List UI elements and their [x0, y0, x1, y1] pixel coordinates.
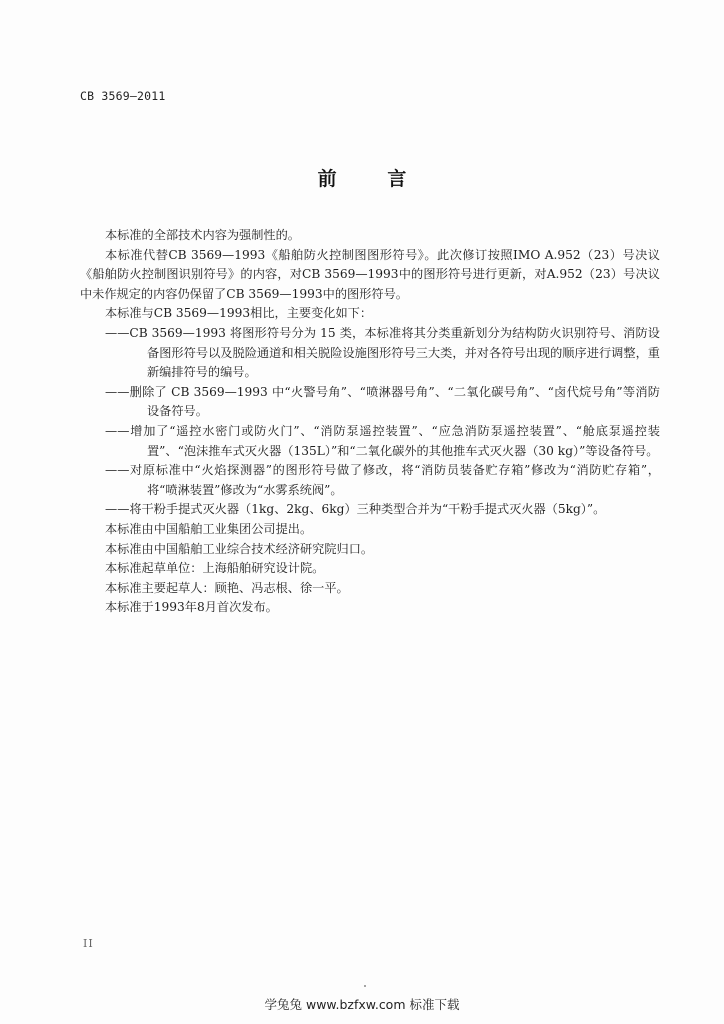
paragraph-proposed-by: 本标准由中国船舶工业集团公司提出。 — [105, 521, 313, 536]
title-char-1: 前 — [317, 168, 337, 190]
change-item-deleted: ——删除了 CB 3569—1993 中“火警号角”、“喷淋器号角”、“二氧化碳号角”、“卤代烷号角”等消防设备符号。 — [105, 384, 660, 419]
paragraph-first-issued: 本标准于1993年8月首次发布。 — [105, 600, 278, 615]
paragraph-replaces: 本标准代替CB 3569—1993《船舶防火控制图图形符号》。此次修订按照IMO A.952（23）号决议《船舶防火控制图识别符号》的内容，对CB 3569—1993中的图形符号进行更新，对A.952（23）号决议中未作规定的内容仍保留了CB 3569—1993中的图形符号。 — [80, 247, 660, 301]
paragraph-mandatory: 本标准的全部技术内容为强制性的。 — [105, 228, 300, 242]
standard-code: CB 3569—2011 — [80, 89, 166, 103]
footer-watermark: 学兔兔 www.bzfxw.com 标准下载 — [264, 997, 460, 1012]
paragraph-drafting-unit: 本标准起草单位：上海船舶研究设计院。 — [105, 561, 325, 576]
change-item-modified: ——对原标准中“火焰探测器”的图形符号做了修改，将“消防员装备贮存箱”修改为“消防贮存箱”，将“喷淋装置”修改为“水雾系统阀”。 — [105, 463, 660, 497]
change-item-merged: ——将干粉手提式灭火器（1kg、2kg、6kg）三种类型合并为“干粉手提式灭火器（5kg）”。 — [105, 502, 606, 517]
page-title — [0, 164, 724, 191]
paragraph-drafters: 本标准主要起草人：顾艳、冯志根、徐一平。 — [105, 580, 349, 595]
scan-dot — [364, 985, 366, 987]
change-item-reclassify: ——CB 3569—1993 将图形符号分为 15 类，本标准将其分类重新划分为结构防火识别符号、消防设备图形符号以及脱险通道和相关脱险设施图形符号三大类，并对各符号出现的顺序进行调整，重新编排符号的编号。 — [105, 325, 660, 380]
foreword-body — [80, 226, 660, 618]
paragraph-centralized-by: 本标准由中国船舶工业综合技术经济研究院归口。 — [105, 541, 374, 556]
change-item-added: ——增加了“遥控水密门或防火门”、“消防泵遥控装置”、“应急消防泵遥控装置”、“舱底泵遥控装置”、“泡沫推车式灭火器（135L）”和“二氧化碳外的其他推车式灭火器（30 kg）”等设备符号。 — [105, 423, 660, 458]
page-number: II — [83, 937, 94, 950]
title-char-2: 言 — [387, 168, 407, 190]
paragraph-changes-intro: 本标准与CB 3569—1993相比，主要变化如下： — [105, 306, 373, 321]
